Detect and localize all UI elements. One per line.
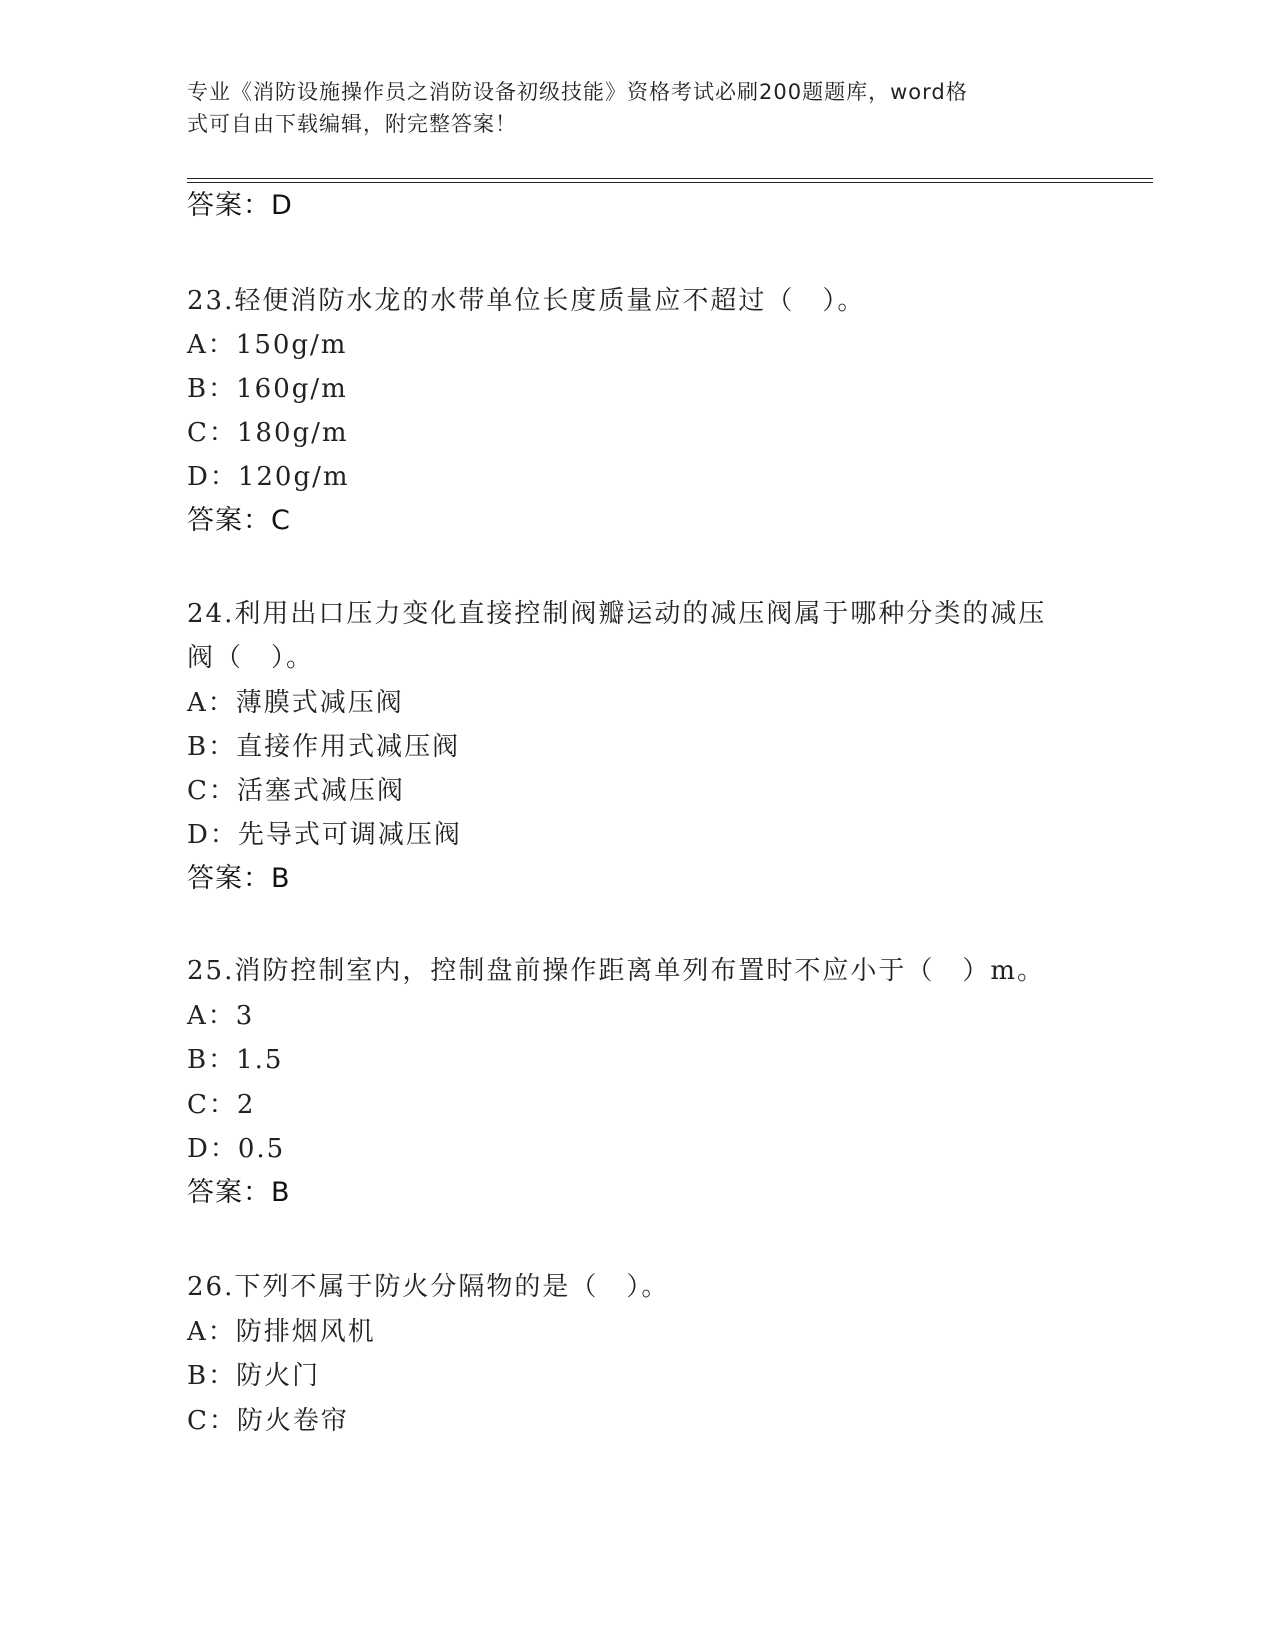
header-line-2: 式可自由下载编辑，附完整答案！	[187, 112, 517, 136]
question-25-option-a: A：3	[187, 1001, 255, 1031]
question-26-option-c: C：防火卷帘	[187, 1406, 349, 1436]
question-25-option-d: D：0.5	[187, 1134, 286, 1164]
question-24-option-d: D：先导式可调减压阀	[187, 820, 462, 850]
question-24-line-2: 阀（ ）。	[187, 643, 315, 673]
question-24-option-b: B：直接作用式减压阀	[187, 732, 461, 762]
previous-answer: 答案：D	[187, 190, 293, 221]
question-24-option-a: A：薄膜式减压阀	[187, 688, 404, 718]
question-24-answer: 答案：B	[187, 863, 291, 894]
question-23-option-b: B：160g/m	[187, 374, 348, 404]
question-25-option-b: B：1.5	[187, 1045, 284, 1075]
document-header	[187, 76, 1067, 140]
question-23-option-c: C：180g/m	[187, 418, 349, 448]
header-rule-bottom	[187, 182, 1153, 183]
question-23-answer: 答案：C	[187, 505, 291, 536]
question-26: 26.下列不属于防火分隔物的是（ ）。	[187, 1272, 670, 1302]
header-rule-top	[187, 178, 1153, 179]
question-24-line-1: 24.利用出口压力变化直接控制阀瓣运动的减压阀属于哪种分类的减压	[187, 599, 1047, 629]
question-25-option-c: C：2	[187, 1090, 256, 1120]
question-26-option-a: A：防排烟风机	[187, 1317, 376, 1347]
question-23-option-a: A：150g/m	[187, 330, 348, 360]
question-25: 25.消防控制室内，控制盘前操作距离单列布置时不应小于（ ）m。	[187, 956, 1046, 986]
question-25-answer: 答案：B	[187, 1177, 291, 1208]
header-line-1: 专业《消防设施操作员之消防设备初级技能》资格考试必刷200题题库，word格	[187, 80, 968, 104]
question-23-option-d: D：120g/m	[187, 462, 350, 492]
question-24-option-c: C：活塞式减压阀	[187, 776, 405, 806]
question-26-option-b: B：防火门	[187, 1361, 321, 1391]
question-23: 23.轻便消防水龙的水带单位长度质量应不超过（ ）。	[187, 286, 866, 316]
